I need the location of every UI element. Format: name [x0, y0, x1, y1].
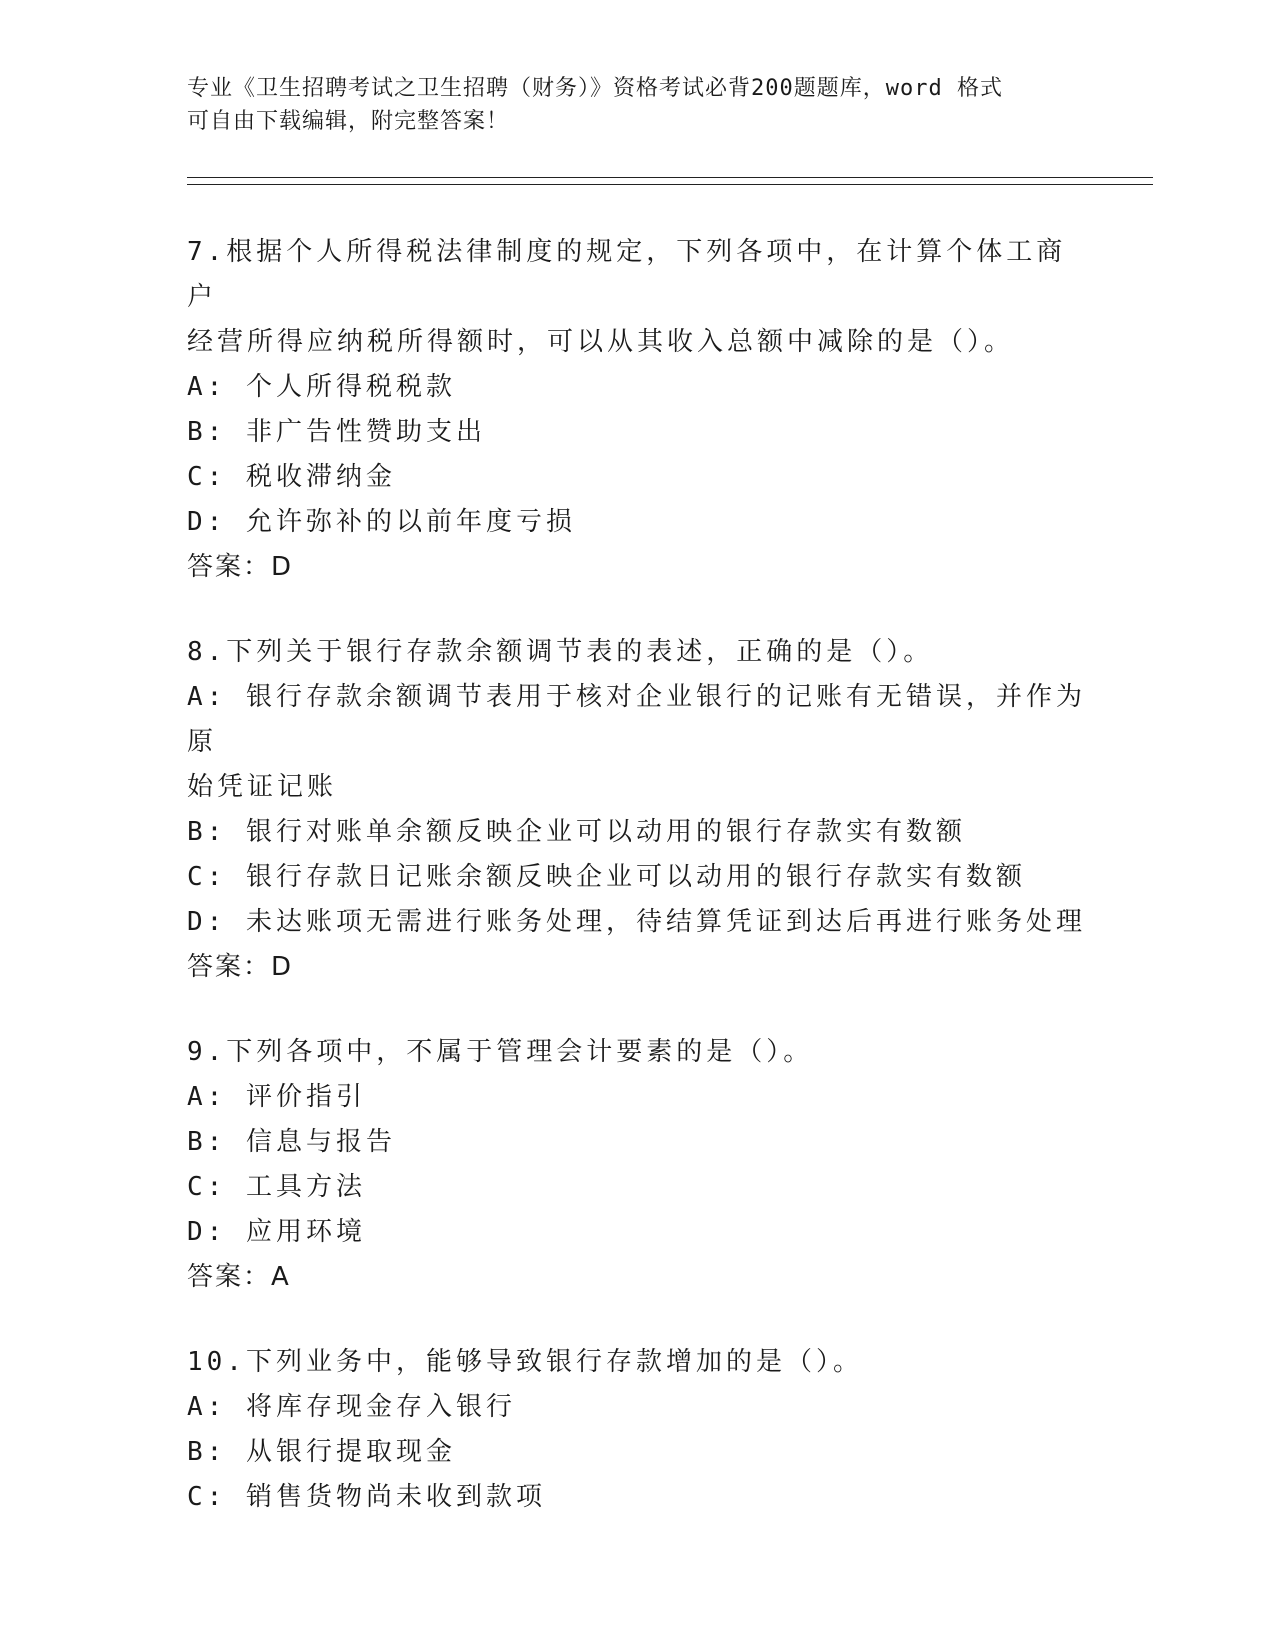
question-stem: 9.下列各项中，不属于管理会计要素的是（）。 [187, 1037, 814, 1067]
header-line-1: 专业《卫生招聘考试之卫生招聘（财务）》资格考试必背200题题库，word 格式 [187, 76, 1003, 101]
question-option: A: 评价指引 [187, 1082, 366, 1112]
question-block [187, 1340, 1087, 1520]
question-option: B: 非广告性赞助支出 [187, 417, 486, 447]
question-option: C: 销售货物尚未收到款项 [187, 1482, 546, 1512]
question-option: B: 银行对账单余额反映企业可以动用的银行存款实有数额 [187, 817, 966, 847]
question-answer: 答案：D [187, 552, 294, 582]
question-stem: 7.根据个人所得税法律制度的规定，下列各项中，在计算个体工商户 [187, 237, 1067, 312]
question-option: C: 银行存款日记账余额反映企业可以动用的银行存款实有数额 [187, 862, 1026, 892]
question-block [187, 230, 1087, 590]
question-stem: 10.下列业务中，能够导致银行存款增加的是（）。 [187, 1347, 863, 1377]
question-option: D: 允许弥补的以前年度亏损 [187, 507, 576, 537]
header-divider [187, 177, 1153, 185]
document-header [187, 72, 1067, 138]
question-option: A: 将库存现金存入银行 [187, 1392, 516, 1422]
question-option: A: 个人所得税税款 [187, 372, 456, 402]
question-option: B: 从银行提取现金 [187, 1437, 456, 1467]
question-option: C: 工具方法 [187, 1172, 366, 1202]
question-answer: 答案：A [187, 1262, 291, 1292]
question-stem: 8.下列关于银行存款余额调节表的表述，正确的是（）。 [187, 637, 934, 667]
question-option: B: 信息与报告 [187, 1127, 396, 1157]
question-stem: 经营所得应纳税所得额时，可以从其收入总额中减除的是（）。 [187, 327, 1015, 357]
question-answer: 答案：D [187, 952, 294, 982]
question-option: 始凭证记账 [187, 772, 338, 802]
question-list [187, 230, 1087, 1560]
question-option: D: 应用环境 [187, 1217, 366, 1247]
question-option: C: 税收滞纳金 [187, 462, 396, 492]
question-block [187, 630, 1087, 990]
header-line-2: 可自由下载编辑，附完整答案！ [187, 109, 510, 134]
question-block [187, 1030, 1087, 1300]
question-option: A: 银行存款余额调节表用于核对企业银行的记账有无错误，并作为原 [187, 682, 1086, 757]
question-option: D: 未达账项无需进行账务处理，待结算凭证到达后再进行账务处理 [187, 907, 1086, 937]
